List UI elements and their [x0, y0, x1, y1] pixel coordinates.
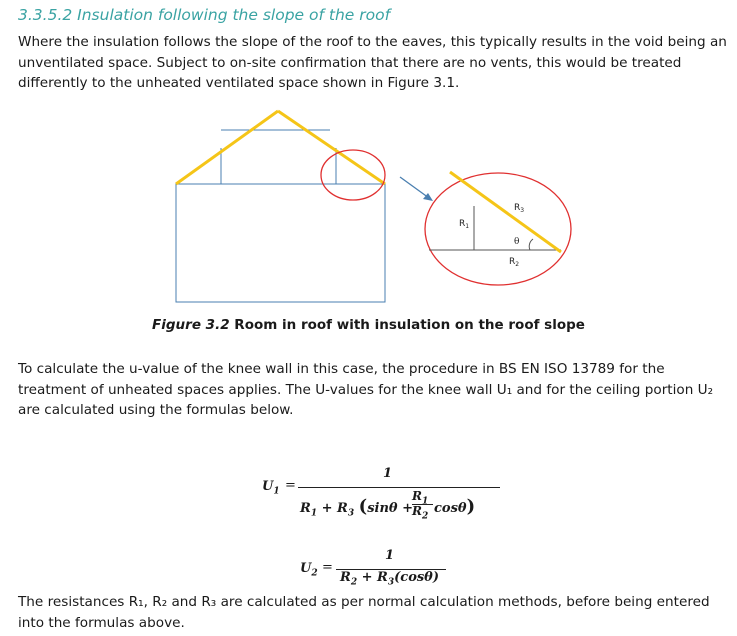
u2-denominator: $R_2 + R_3(\cos\theta)$ [340, 570, 440, 588]
final-paragraph: The resistances R₁, R₂ and R₃ are calculated as per normal calculation methods, before being entered into the formulas above. [18, 594, 710, 631]
u1-ratio-denominator: $R_2$ [412, 504, 429, 522]
u2-equals: = [322, 560, 333, 575]
u1-numerator: 1 [383, 466, 393, 481]
u1-ratio-numerator: $R_1$ [412, 489, 429, 507]
roof-slope-right [278, 111, 385, 184]
u1-fraction-bar [298, 487, 500, 488]
equation-u2 [300, 548, 460, 590]
detail-circle [425, 173, 571, 285]
figure-caption-text: Room in roof with insulation on the roof slope [229, 317, 585, 333]
label-r1: $R_1$ [459, 219, 470, 230]
room-outline [176, 184, 385, 302]
u1-equals: = [285, 478, 296, 493]
detail-marker-circle [321, 150, 385, 200]
u1-cos: cosθ) [434, 496, 476, 517]
u1-denominator: $R_1 + R_3$ (sinθ + [300, 496, 414, 519]
label-theta: θ [514, 237, 520, 247]
label-r3: $R_3$ [514, 203, 525, 214]
u2-lhs: $U_2$ [300, 561, 318, 579]
section-heading: 3.3.5.2 Insulation following the slope of the roof [18, 6, 391, 24]
detail-roof-slope [450, 172, 561, 252]
u2-numerator: 1 [385, 548, 395, 563]
equation-u1 [262, 466, 502, 526]
figure-caption-label: Figure 3.2 [152, 317, 230, 333]
figure-caption [0, 317, 737, 333]
theta-arc [529, 239, 533, 250]
label-r2: $R_2$ [509, 257, 520, 268]
detail-arrow [400, 177, 429, 198]
roof-slope-left [176, 111, 278, 184]
u1-lhs: $U_1$ [262, 479, 280, 497]
intro-paragraph: Where the insulation follows the slope of the roof to the eaves, this typically results in the void being an unventilated space. Subject to on-site confirmation that there are no vents, this would be treated differently to the unheated ventilated space shown in Figure 3.1. [18, 34, 727, 91]
calculation-paragraph: To calculate the u-value of the knee wall in this case, the procedure in BS EN ISO 13789 for the treatment of unheated spaces applies. The U-values for the knee wall U₁ and for the ceiling portion U₂ are calculated using the formulas below. [18, 361, 714, 418]
